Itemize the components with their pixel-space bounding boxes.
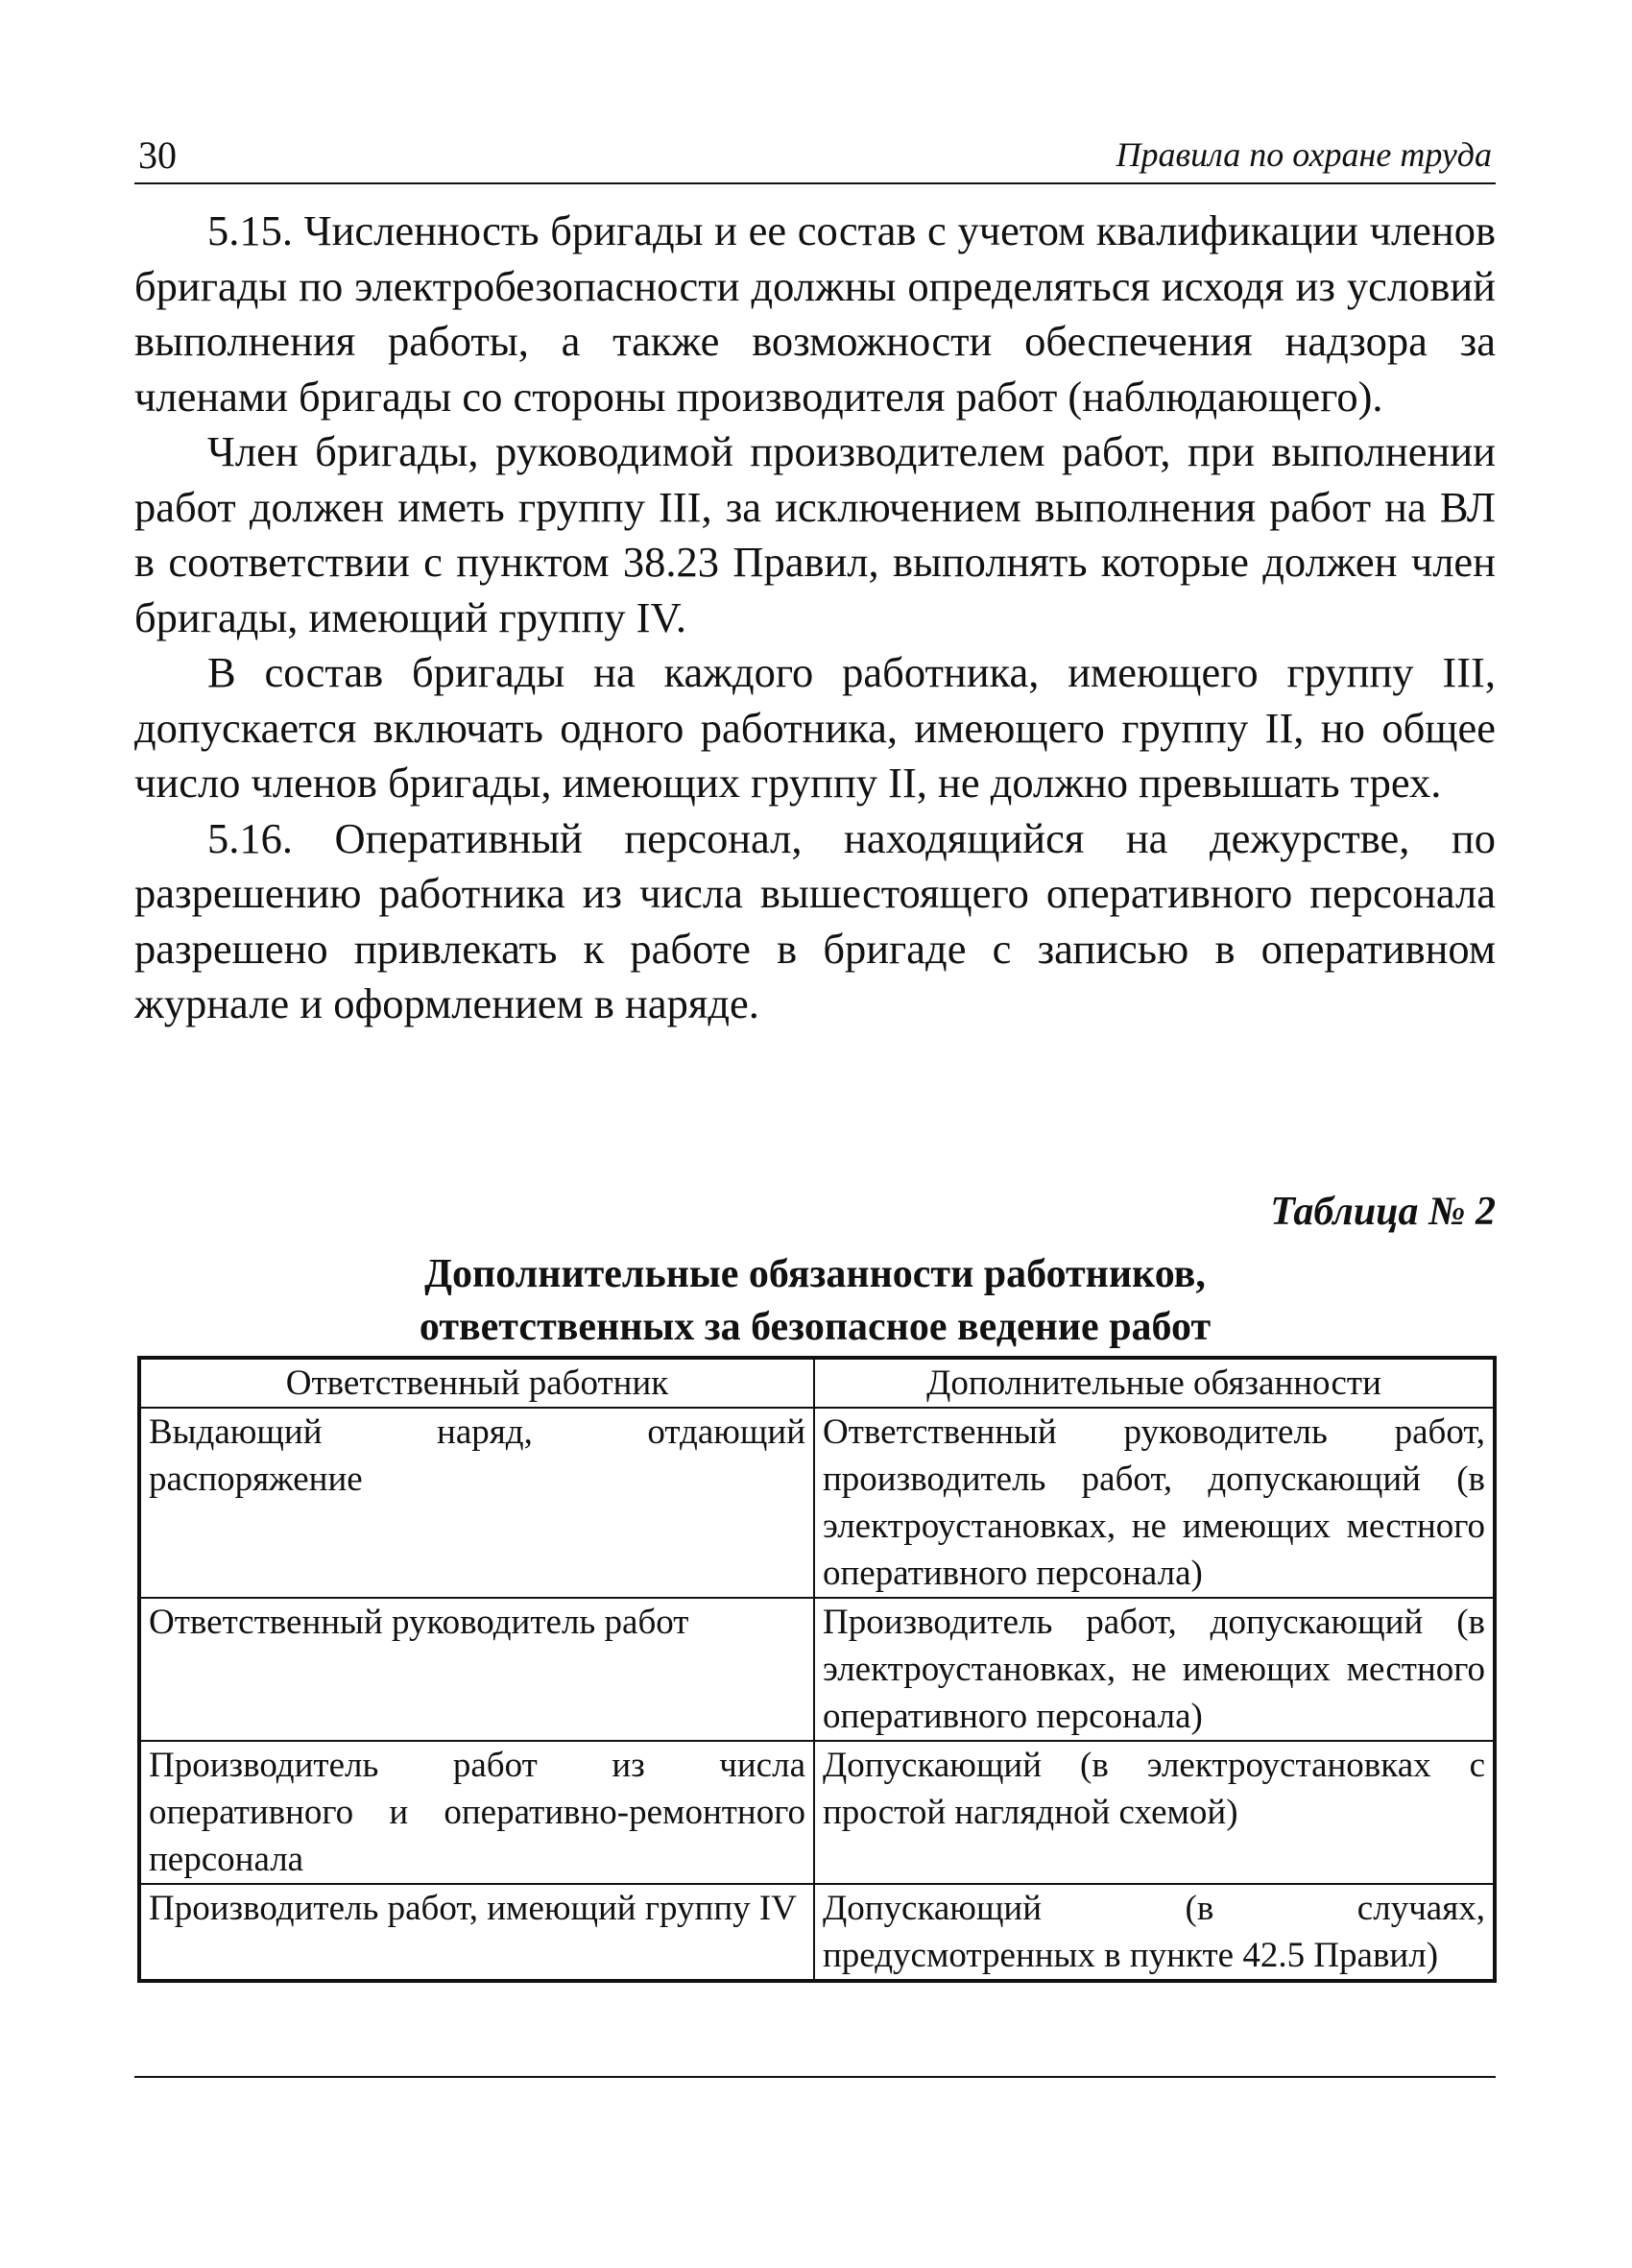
body-text	[134, 204, 1496, 1032]
cell-duties: Производитель работ, допускающий (в электроустановках, не имеющих местного оперативного персонала)	[814, 1598, 1495, 1741]
cell-responsible: Ответственный руководитель работ	[139, 1598, 814, 1741]
column-header-duties: Дополнительные обязанности	[814, 1358, 1495, 1408]
table-row	[139, 1598, 1495, 1741]
cell-responsible: Выдающий наряд, отдающий распоряжение	[139, 1408, 814, 1598]
cell-responsible: Производитель работ, имеющий группу IV	[139, 1884, 814, 1981]
table-row	[139, 1741, 1495, 1884]
duties-table	[137, 1356, 1497, 1983]
table-row	[139, 1408, 1495, 1598]
cell-duties: Допускающий (в электроустановках с простой наглядной схемой)	[814, 1741, 1495, 1884]
table-header-row	[139, 1358, 1495, 1408]
running-head: Правила по охране труда	[1116, 135, 1492, 174]
page-number: 30	[138, 133, 177, 177]
footer-rule	[134, 2076, 1496, 2078]
cell-duties: Ответственный руководитель работ, производитель работ, допускающий (в электроустановках, не имеющих местного оперативного персонала)	[814, 1408, 1495, 1598]
paragraph-5-15: 5.15. Численность бригады и ее состав с учетом квалификации членов бригады по электробезопасности должны определяться исходя из условий выполнения работы, а также возможности обеспечения надзора за членами бригады со стороны производителя работ (наблюдающего).	[134, 206, 1496, 421]
column-header-responsible: Ответственный работник	[139, 1358, 814, 1408]
paragraph-group-ii: В состав бригады на каждого работника, имеющего группу III, допускается включать одного работника, имеющего группу II, но общее число членов бригады, имеющих группу II, не должно превышать трех.	[134, 648, 1496, 807]
cell-duties: Допускающий (в случаях, предусмотренных в пункте 42.5 Правил)	[814, 1884, 1495, 1981]
table-title-line-2: ответственных за безопасное ведение работ	[419, 1305, 1212, 1349]
table-title-line-1: Дополнительные обязанности работников,	[424, 1252, 1206, 1296]
paragraph-5-16: 5.16. Оперативный персонал, находящийся на дежурстве, по разрешению работника из числа вышестоящего оперативного персонала разрешено привлекать к работе в бригаде с записью в оперативном журнале и оформлением в наряде.	[134, 813, 1496, 1027]
cell-responsible: Производитель работ из числа оперативного и оперативно-ремонтного персонала	[139, 1741, 814, 1884]
table-row	[139, 1884, 1495, 1981]
page-header	[134, 133, 1496, 184]
table-title	[134, 1248, 1496, 1354]
table-caption: Таблица № 2	[1270, 1190, 1496, 1234]
paragraph-group-iii: Член бригады, руководимой производителем работ, при выполнении работ должен иметь группу III, за исключением выполнения работ на ВЛ в соответствии с пунктом 38.23 Правил, выполнять которые должен член бригады, имеющий группу IV.	[134, 427, 1496, 641]
